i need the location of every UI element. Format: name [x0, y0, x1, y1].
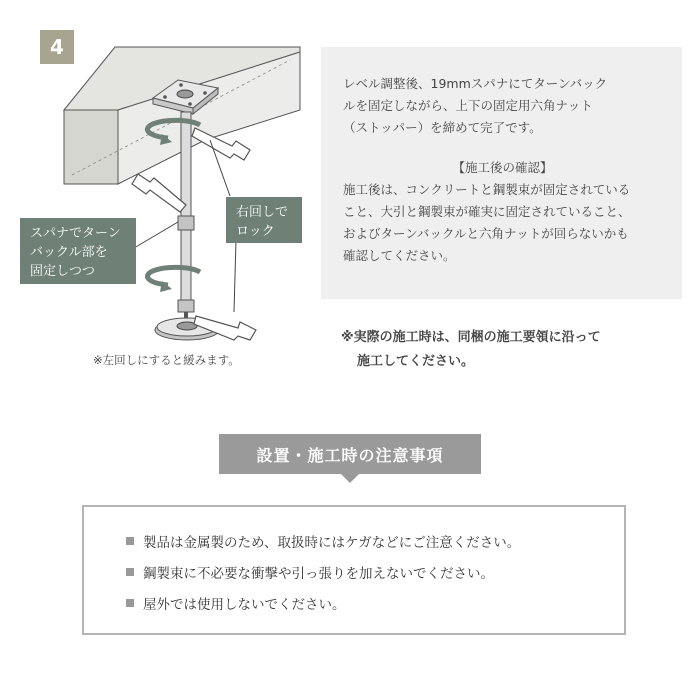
- check-heading: 【施工後の確認】: [452, 160, 553, 175]
- check-text: [343, 179, 662, 267]
- description-text: [343, 73, 662, 139]
- note-line: ※実際の施工時は、同梱の施工要領に沿って: [341, 330, 601, 345]
- square-bullet-icon: [126, 537, 134, 545]
- caution-item-text: 鋼製束に不必要な衝撃や引っ張りを加えないでください。: [143, 565, 494, 582]
- description-box: [321, 47, 682, 299]
- caution-item-text: 屋外では使用しないでください。: [143, 596, 346, 613]
- check-line: こと、大引と鋼製束が確実に固定されていること、: [343, 204, 631, 219]
- caution-item-text: 製品は金属製のため、取扱時にはケガなどにご注意ください。: [143, 534, 521, 551]
- note-line: 施工してください。: [357, 354, 475, 369]
- caution-item: [126, 556, 624, 587]
- check-line: 施工後は、コンクリートと鋼製束が固定されている: [343, 182, 631, 197]
- caution-item: [126, 587, 624, 618]
- callout-lock-clockwise: [226, 197, 302, 243]
- callout-line: 右回しで: [236, 205, 289, 220]
- caution-list: [82, 505, 626, 635]
- banner-pointer: [341, 474, 359, 483]
- description-line: レベル調整後、19mmスパナにてターンバック: [343, 76, 608, 91]
- check-line: 確認してください。: [343, 248, 456, 263]
- description-line: ルを固定しながら、上下の固定用六角ナット: [343, 98, 593, 113]
- caution-title-banner: 設置・施工時の注意事項: [219, 434, 481, 474]
- step-number-badge: 4: [40, 30, 74, 64]
- check-line: およびターンバックルと六角ナットが回らないかも: [343, 226, 629, 241]
- caution-item: [126, 525, 624, 556]
- construction-note: [341, 326, 601, 374]
- callout-line: 固定しつつ: [30, 264, 96, 279]
- callout-line: バックル部を: [30, 245, 108, 260]
- loosen-note: ※左回しにすると緩みます。: [93, 353, 240, 367]
- callout-line: ロック: [236, 224, 275, 239]
- square-bullet-icon: [126, 568, 134, 576]
- callout-line: スパナでターン: [30, 226, 121, 241]
- description-line: （ストッパー）を締めて完了です。: [343, 120, 542, 135]
- callout-hold-turnbuckle: [20, 218, 136, 284]
- square-bullet-icon: [126, 599, 134, 607]
